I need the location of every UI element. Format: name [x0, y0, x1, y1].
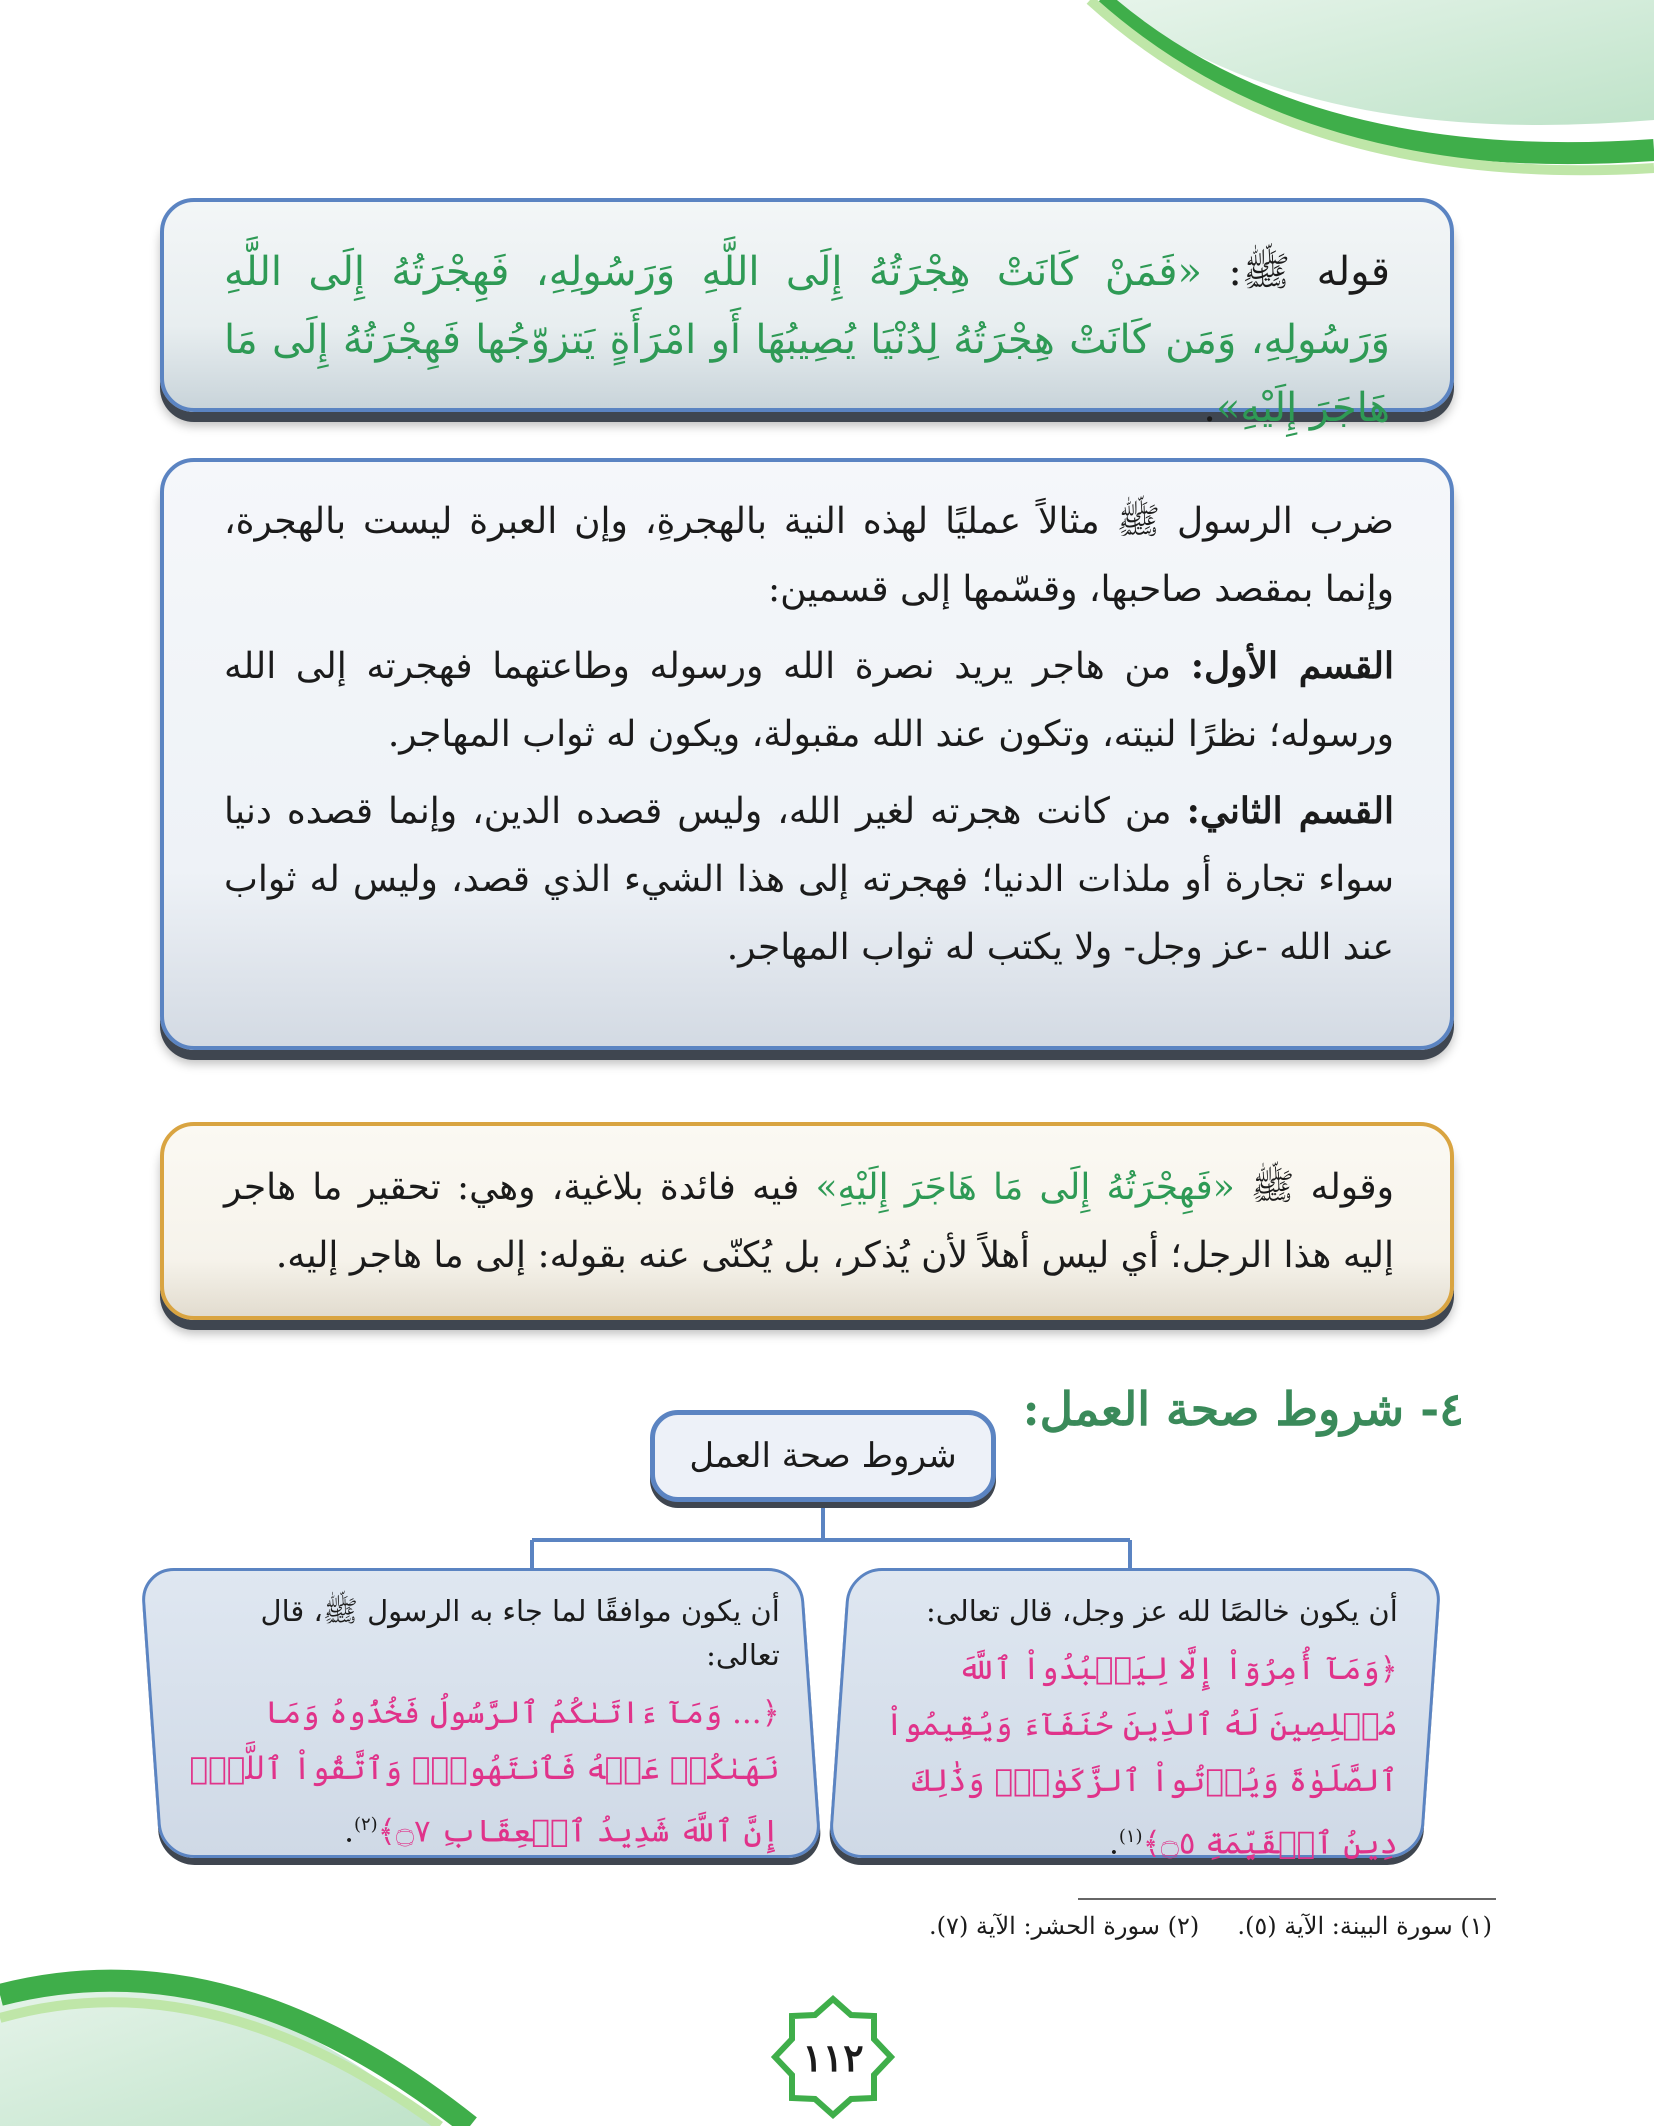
rhetoric-quote: «فَهِجْرَتُهُ إِلَى مَا هَاجَرَ إِلَيْهِ» [815, 1167, 1235, 1208]
branch-sincerity-title: أن يكون خالصًا لله عز وجل، قال تعالى: [925, 1594, 1398, 1628]
hadith-tail: . [1203, 385, 1216, 431]
footnote-mark-1: (١) [1118, 1826, 1143, 1847]
diagram-root-node: شروط صحة العمل [650, 1410, 996, 1502]
branch-conformity-verse: ﴿... وَمَآ ءَاتَىٰكُمُ ٱلرَّسُولُ فَخُذُوهُ وَمَا نَهَىٰكُمۡ عَنۡهُ فَٱنتَهُواْۚ وَٱتَّقُواْ ٱللَّهَۖ إِنَّ ٱللَّهَ شَدِيدُ ٱلۡعِقَابِ ۝٧﴾ [189, 1695, 780, 1850]
footnotes: (١) سورة البينة: الآية (٥). (٢) سورة الحشر: الآية (٧). [929, 1912, 1492, 1940]
rhetoric-box [160, 1122, 1454, 1320]
branch-conformity-end: . [344, 1813, 354, 1850]
second-section-text: من كانت هجرته لغير الله، وليس قصده الدين، وإنما قصده دنيا سواء تجارة أو ملذات الدنيا؛ فهجرته إلى هذا الشيء الذي قصد، وليس له ثواب عند الله -عز وجل- ولا يكتب له ثواب المهاجر. [224, 791, 1394, 968]
page-number: ١١٢ [802, 2034, 864, 2080]
explanation-box [160, 458, 1454, 1050]
branch-conformity-title: أن يكون موافقًا لما جاء به الرسول ﷺ، قال تعالى: [260, 1594, 780, 1672]
second-section-label: القسم الثاني: [1186, 790, 1394, 832]
hadith-quote: «فَمَنْ كَانَتْ هِجْرَتُهُ إِلَى اللَّهِ وَرَسُولِهِ، فَهِجْرَتُهُ إِلَى اللَّهِ وَرَسُولِهِ، وَمَن كَانَتْ هِجْرَتُهُ لِدُنْيَا يُصِيبُهَا أَو امْرَأَةٍ يَتزوّجُها فَهِجْرَتُهُ إِلَى مَا هَاجَرَ إِلَيْهِ» [224, 249, 1390, 431]
first-section-label: القسم الأول: [1190, 645, 1395, 687]
first-section-text: من هاجر يريد نصرة الله ورسوله وطاعتهما فهجرته إلى الله ورسوله؛ نظرًا لنيته، وتكون عند الله مقبولة، ويكون له ثواب المهاجر. [224, 646, 1394, 755]
hadith-box [160, 198, 1454, 431]
section-heading: ٤- شروط صحة العمل: [1022, 1382, 1464, 1436]
footnote-divider [1078, 1898, 1496, 1900]
explanation-intro: ضرب الرسول ﷺ مثالاً عمليًا لهذه النية بالهجرةِ، وإن العبرة ليست بالهجرة، وإنما بمقصد صاحبها، وقسّمها إلى قسمين: [224, 501, 1394, 610]
hadith-lead: قوله ﷺ: [1202, 249, 1390, 295]
rhetoric-text: فيه فائدة بلاغية، وهي: تحقير ما هاجر إليه هذا الرجل؛ أي ليس أهلاً لأن يُذكر، بل يُكنّى عنه بقوله: إلى ما هاجر إليه. [224, 1167, 1394, 1276]
footnote-mark-2: (٢) [353, 1814, 378, 1835]
branch-sincerity-verse: ﴿وَمَآ أُمِرُوٓاْ إِلَّا لِيَعۡبُدُواْ ٱللَّهَ مُخۡلِصِينَ لَهُ ٱلدِّينَ حُنَفَآءَ وَيُقِيمُواْ ٱلصَّلَوٰةَ وَيُؤۡتُواْ ٱلزَّكَوٰةَۚ وَذَٰلِكَ دِينُ ٱلۡقَيِّمَةِ ۝٥﴾ [885, 1651, 1398, 1862]
diagram-branch-conformity [140, 1568, 822, 1858]
rhetoric-lead: وقوله ﷺ [1234, 1167, 1395, 1208]
diagram-branch-sincerity [828, 1568, 1442, 1862]
branch-sincerity-end: . [1108, 1825, 1119, 1862]
